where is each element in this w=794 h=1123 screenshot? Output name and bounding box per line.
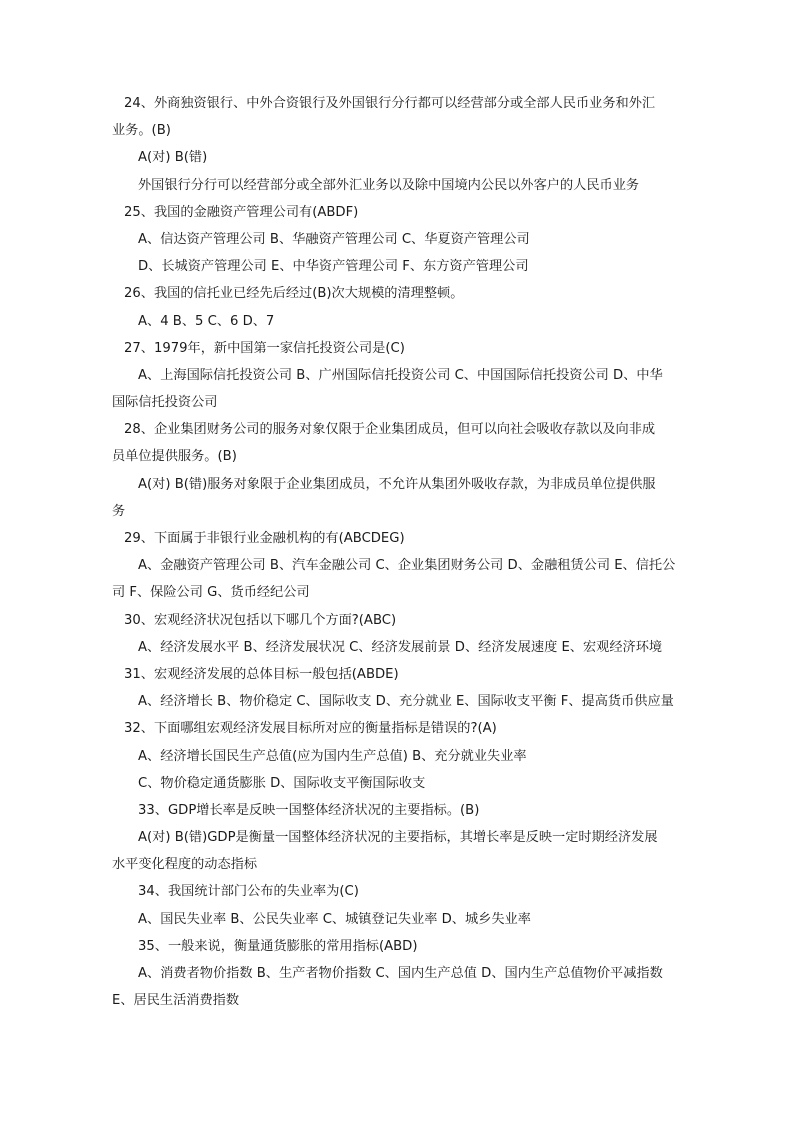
- question-24-explanation: 外国银行分行可以经营部分或全部外汇业务以及除中国境内公民以外客户的人民币业务: [138, 177, 640, 193]
- question-29-options-cont: 司 F、保险公司 G、货币经纪公司: [112, 585, 310, 601]
- question-31-options: A、经济增长 B、物价稳定 C、国际收支 D、充分就业 E、国际收支平衡 F、提高货币供应量: [138, 694, 674, 710]
- question-25-options: A、信达资产管理公司 B、华融资产管理公司 C、华夏资产管理公司: [138, 231, 530, 247]
- question-33-explanation-cont: 水平变化程度的动态指标: [112, 857, 258, 873]
- question-32: 32、下面哪组宏观经济发展目标所对应的衡量指标是错误的?(A): [124, 721, 497, 737]
- question-32-options: A、经济增长国民生产总值(应为国内生产总值) B、充分就业失业率: [138, 748, 527, 764]
- question-27: 27、1979年，新中国第一家信托投资公司是(C): [124, 340, 405, 356]
- question-25-options: D、长城资产管理公司 E、中华资产管理公司 F、东方资产管理公司: [138, 259, 529, 275]
- question-28: 28、企业集团财务公司的服务对象仅限于企业集团成员，但可以向社会吸收存款以及向非成: [124, 422, 656, 438]
- question-27-options: A、上海国际信托投资公司 B、广州国际信托投资公司 C、中国国际信托投资公司 D、中华: [138, 367, 663, 383]
- question-24: 24、外商独资银行、中外合资银行及外国银行分行都可以经营部分或全部人民币业务和外汇: [124, 96, 656, 111]
- question-35-options-cont: E、居民生活消费指数: [112, 993, 240, 1009]
- question-28-explanation-cont: 务: [112, 503, 126, 519]
- question-31: 31、宏观经济发展的总体目标一般包括(ABDE): [124, 666, 399, 682]
- document-body: [112, 90, 688, 1014]
- question-32-options: C、物价稳定通货膨胀 D、国际收支平衡国际收支: [138, 775, 426, 791]
- question-24-cont: 业务。(B): [112, 123, 171, 139]
- question-34-options: A、国民失业率 B、公民失业率 C、城镇登记失业率 D、城乡失业率: [138, 911, 531, 927]
- question-33-options: A(对) B(错)GDP是衡量一国整体经济状况的主要指标，其增长率是反映一定时期经济发展: [138, 830, 658, 846]
- question-25: 25、我国的金融资产管理公司有(ABDF): [124, 204, 359, 220]
- question-33: 33、GDP增长率是反映一国整体经济状况的主要指标。(B): [138, 802, 480, 818]
- question-24-options: A(对) B(错): [138, 150, 208, 166]
- question-27-options-cont: 国际信托投资公司: [112, 395, 218, 411]
- question-28-options: A(对) B(错)服务对象限于企业集团成员，不允许从集团外吸收存款，为非成员单位提供服: [138, 476, 656, 492]
- question-30-options: A、经济发展水平 B、经济发展状况 C、经济发展前景 D、经济发展速度 E、宏观经济环境: [138, 639, 663, 655]
- question-35-options: A、消费者物价指数 B、生产者物价指数 C、国内生产总值 D、国内生产总值物价平减指数: [138, 966, 663, 981]
- question-28-cont: 员单位提供服务。(B): [112, 449, 237, 465]
- question-29: 29、下面属于非银行业金融机构的有(ABCDEG): [124, 531, 405, 546]
- question-35: 35、一般来说，衡量通货膨胀的常用指标(ABD): [138, 938, 418, 954]
- question-30: 30、宏观经济状况包括以下哪几个方面?(ABC): [124, 612, 397, 628]
- question-29-options: A、金融资产管理公司 B、汽车金融公司 C、企业集团财务公司 D、金融租赁公司 E、信托公: [138, 558, 676, 574]
- question-26-options: A、4 B、5 C、6 D、7: [138, 313, 275, 329]
- question-34: 34、我国统计部门公布的失业率为(C): [138, 884, 359, 900]
- question-26: 26、我国的信托业已经先后经过(B)次大规模的清理整顿。: [124, 286, 464, 302]
